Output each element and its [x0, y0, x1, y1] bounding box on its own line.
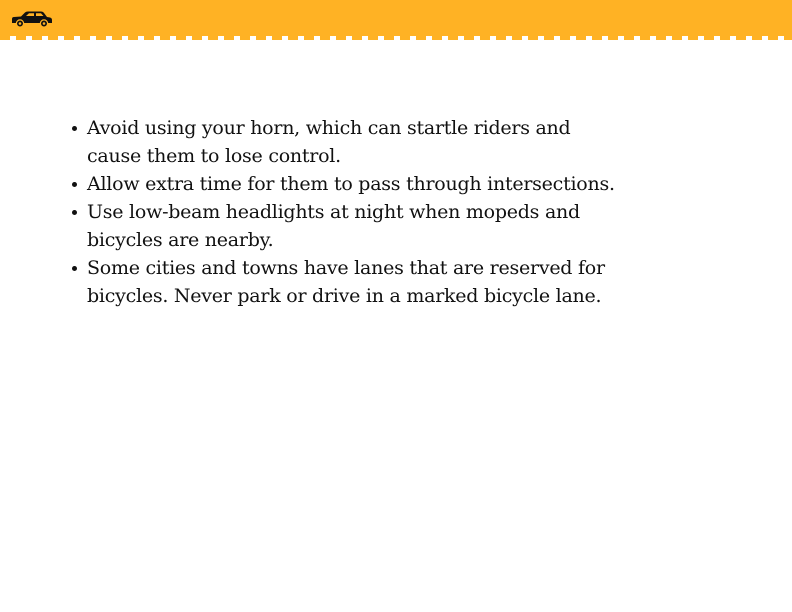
bullet-dot-icon	[72, 266, 77, 271]
bullet-item	[68, 170, 668, 198]
car-icon	[10, 10, 53, 28]
bullet-dot-icon	[72, 182, 77, 187]
content-area	[68, 114, 668, 310]
bullet-dot-icon	[72, 126, 77, 131]
bullet-text-line: cause them to lose control.	[87, 145, 341, 167]
bullet-item	[68, 254, 668, 310]
bullet-text-line: Some cities and towns have lanes that are reserved for	[87, 257, 605, 279]
bullet-text-line: Use low-beam headlights at night when mopeds and	[87, 201, 580, 223]
bullet-item	[68, 114, 668, 170]
bullet-text-line: Allow extra time for them to pass through intersections.	[87, 173, 615, 195]
bullet-text-line: Avoid using your horn, which can startle riders and	[87, 117, 571, 139]
bullet-dot-icon	[72, 210, 77, 215]
header-band-edge	[0, 36, 792, 40]
header-band	[0, 0, 792, 36]
bullet-text-line: bicycles. Never park or drive in a marked bicycle lane.	[87, 285, 602, 307]
bullet-text-line: bicycles are nearby.	[87, 229, 274, 251]
bullet-item	[68, 198, 668, 254]
bullet-list	[68, 114, 668, 310]
